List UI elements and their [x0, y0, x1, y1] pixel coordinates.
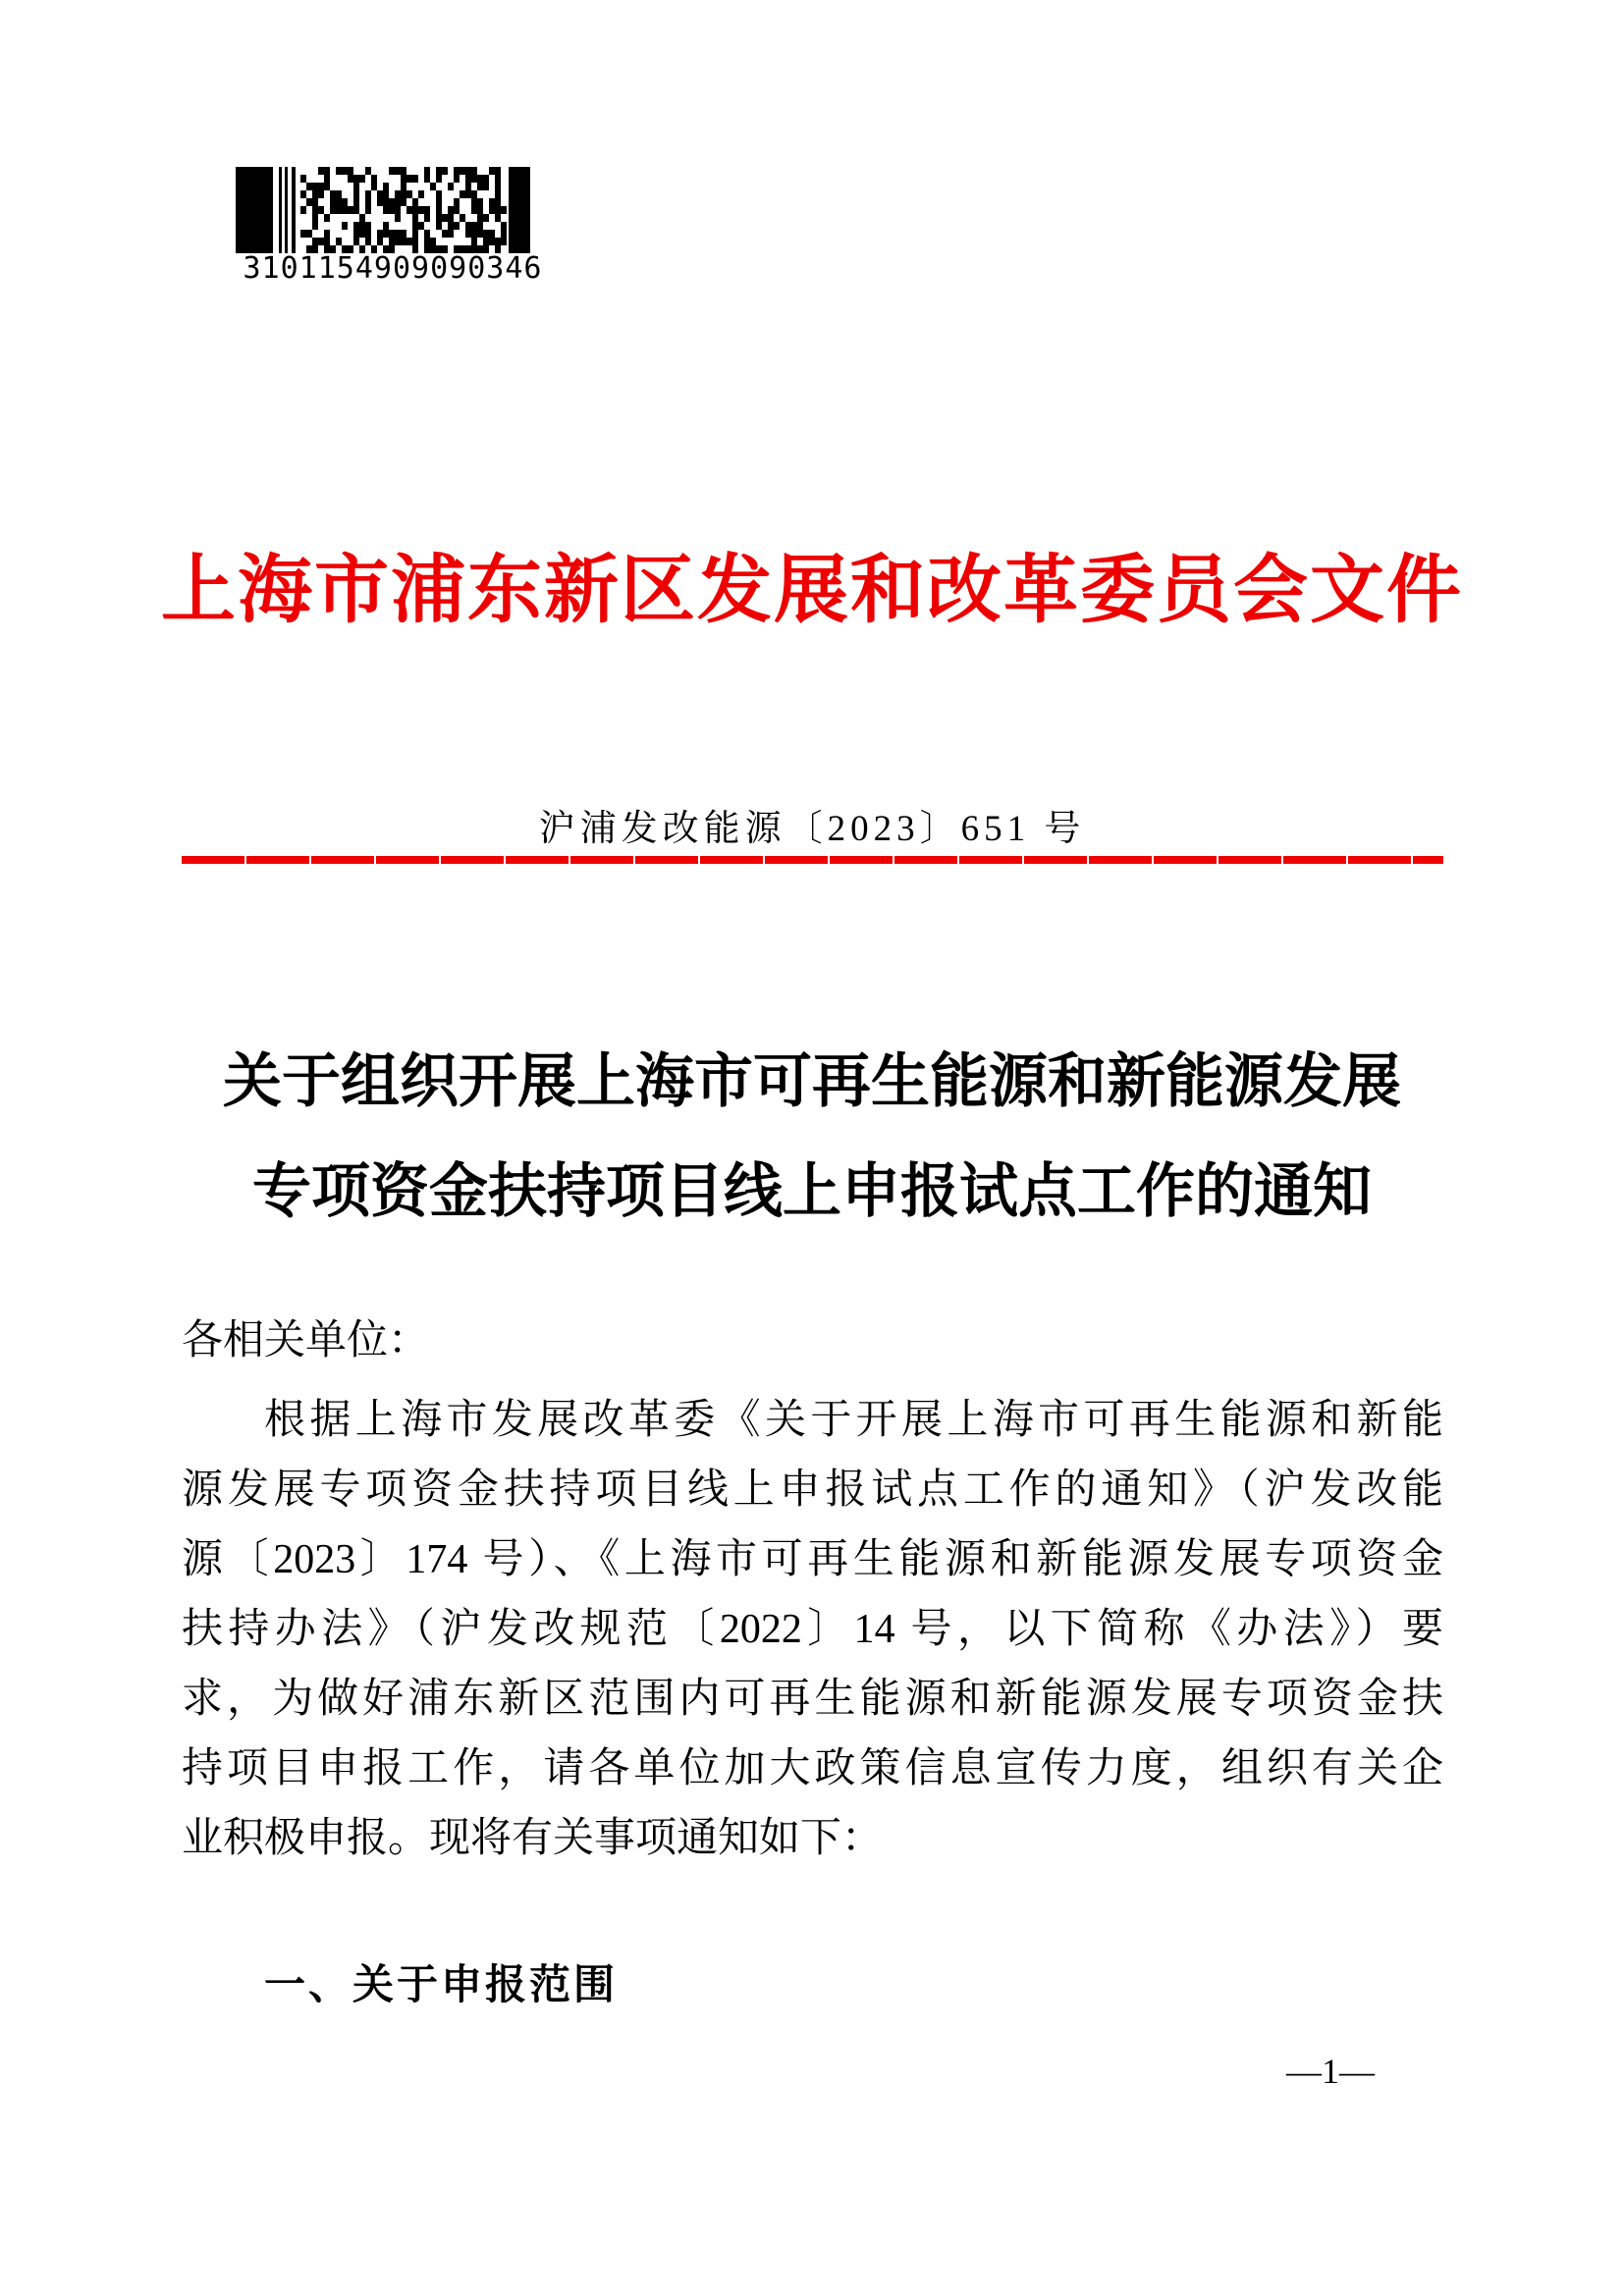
document-title: [0, 1027, 1624, 1247]
barcode-image: [236, 167, 530, 253]
body-paragraph: [182, 1386, 1443, 1874]
letterhead-divider-rule: [182, 856, 1443, 864]
section-heading: 一、关于申报范围: [264, 1961, 619, 2007]
page-number: —1—: [1286, 2052, 1375, 2091]
document-title-line-1: 关于组织开展上海市可再生能源和新能源发展: [223, 1047, 1401, 1116]
paragraph-line: 持项目申报工作，请各单位加大政策信息宣传力度，组织有关企: [182, 1746, 1443, 1791]
agency-letterhead-title: 上海市浦东新区发展和改革委员会文件: [161, 546, 1463, 633]
paragraph-line: 根据上海市发展改革委《关于开展上海市可再生能源和新能: [264, 1398, 1443, 1443]
paragraph-line: 扶持办法》（沪发改规范〔2022〕14 号，以下简称《办法》）要: [182, 1607, 1443, 1652]
barcode-number: 3101154909090346: [243, 251, 543, 286]
paragraph-line: 求，为做好浦东新区范围内可再生能源和新能源发展专项资金扶: [182, 1677, 1443, 1722]
salutation: 各相关单位：: [182, 1318, 430, 1363]
document-reference-number: 沪浦发改能源〔2023〕651 号: [538, 809, 1086, 849]
paragraph-line: 业积极申报。现将有关事项通知如下：: [182, 1816, 884, 1861]
document-title-line-2: 专项资金扶持项目线上申报试点工作的通知: [252, 1157, 1372, 1226]
paragraph-line: 源发展专项资金扶持项目线上申报试点工作的通知》（沪发改能: [182, 1468, 1443, 1513]
paragraph-line: 源〔2023〕174 号）、《上海市可再生能源和新能源发展专项资金: [182, 1537, 1443, 1582]
